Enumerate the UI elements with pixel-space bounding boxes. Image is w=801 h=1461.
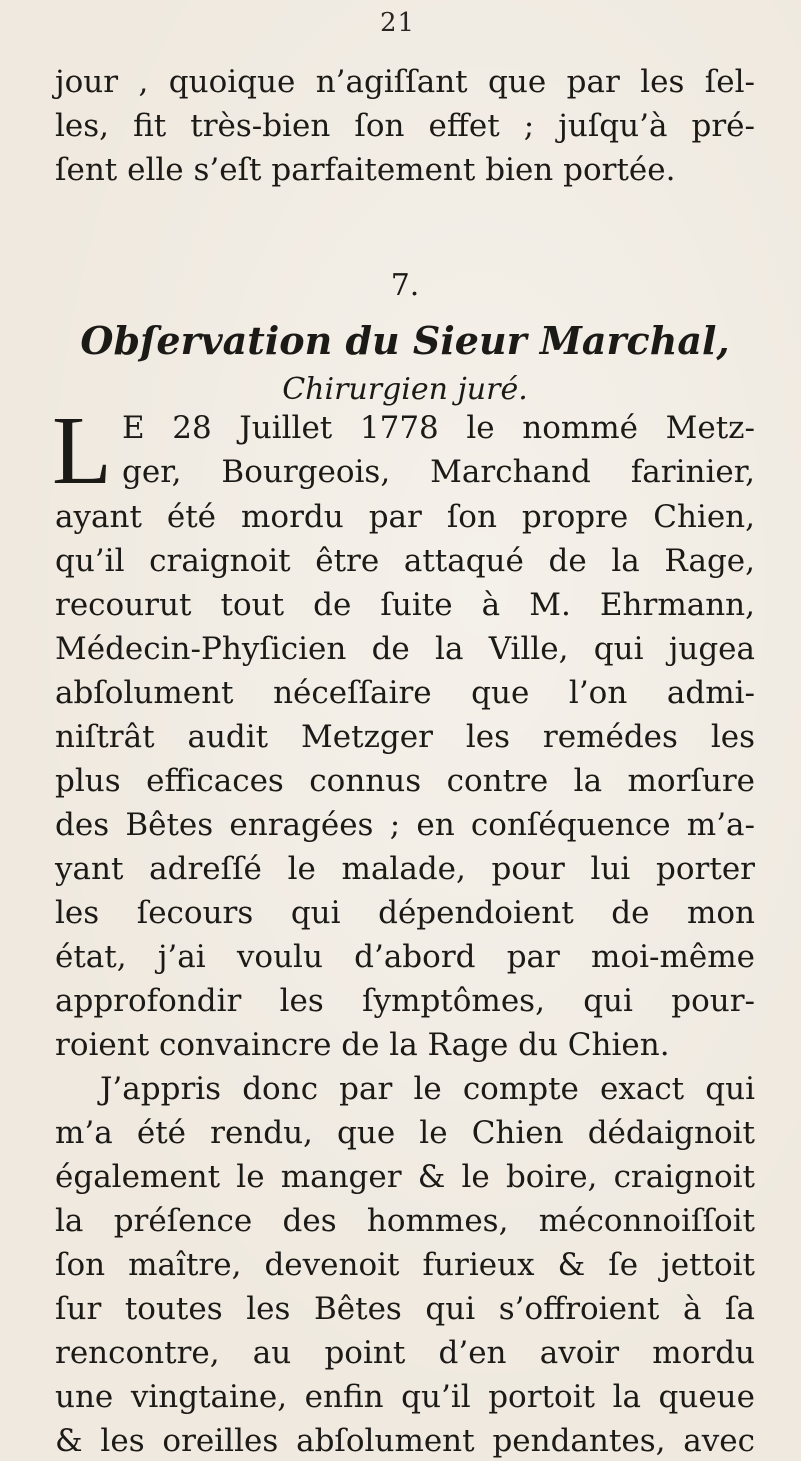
- text-line: E 28 Juillet 1778 le nommé Metz-: [122, 410, 755, 446]
- text-line: ſent elle s’eſt parfaitement bien portée.: [55, 152, 676, 188]
- text-line: roient convaincre de la Rage du Chien.: [55, 1027, 670, 1063]
- text-line: jour , quoique n’agiſſant que par les ſel-: [55, 64, 755, 100]
- page-number: 21: [380, 8, 416, 38]
- text-line: les, fit très-bien ſon effet ; juſqu’à pré-: [55, 108, 755, 144]
- text-line: une vingtaine, enfin qu’il portoit la queue: [55, 1379, 755, 1415]
- text-line: ayant été mordu par ſon propre Chien,: [55, 499, 755, 535]
- text-line: état, j’ai voulu d’abord par moi-même: [55, 939, 755, 975]
- text-line: ger, Bourgeois, Marchand farinier,: [122, 454, 755, 490]
- text-line: J’appris donc par le compte exact qui: [100, 1071, 755, 1107]
- text-line: des Bêtes enragées ; en conſéquence m’a-: [55, 807, 755, 843]
- text-line: rencontre, au point d’en avoir mordu: [55, 1335, 755, 1371]
- text-line: niſtrât audit Metzger les remédes les: [55, 719, 755, 755]
- section-number: 7.: [390, 268, 420, 303]
- text-line: la préſence des hommes, méconnoiſſoit: [55, 1203, 755, 1239]
- section-subheading: Chirurgien juré.: [282, 372, 528, 407]
- text-line: Médecin-Phyſicien de la Ville, qui jugea: [55, 631, 755, 667]
- text-line: ſur toutes les Bêtes qui s’offroient à ſa: [55, 1291, 755, 1327]
- text-line: recourut tout de ſuite à M. Ehrmann,: [55, 587, 755, 623]
- drop-cap: L: [52, 397, 112, 505]
- text-line: ſon maître, devenoit furieux & ſe jettoit: [55, 1247, 755, 1283]
- text-line: qu’il craignoit être attaqué de la Rage,: [55, 543, 755, 579]
- text-line: approfondir les ſymptômes, qui pour-: [55, 983, 755, 1019]
- text-line: les ſecours qui dépendoient de mon: [55, 895, 755, 931]
- text-line: & les oreilles abſolument pendantes, avec: [55, 1423, 755, 1459]
- text-line: plus efficaces connus contre la morſure: [55, 763, 755, 799]
- text-line: m’a été rendu, que le Chien dédaignoit: [55, 1115, 755, 1151]
- text-line: abſolument néceſſaire que l’on admi-: [55, 675, 755, 711]
- text-line: yant adreſſé le malade, pour lui porter: [55, 851, 755, 887]
- section-heading: Obſervation du Sieur Marchal,: [80, 318, 730, 363]
- text-line: également le manger & le boire, craignoit: [55, 1159, 755, 1195]
